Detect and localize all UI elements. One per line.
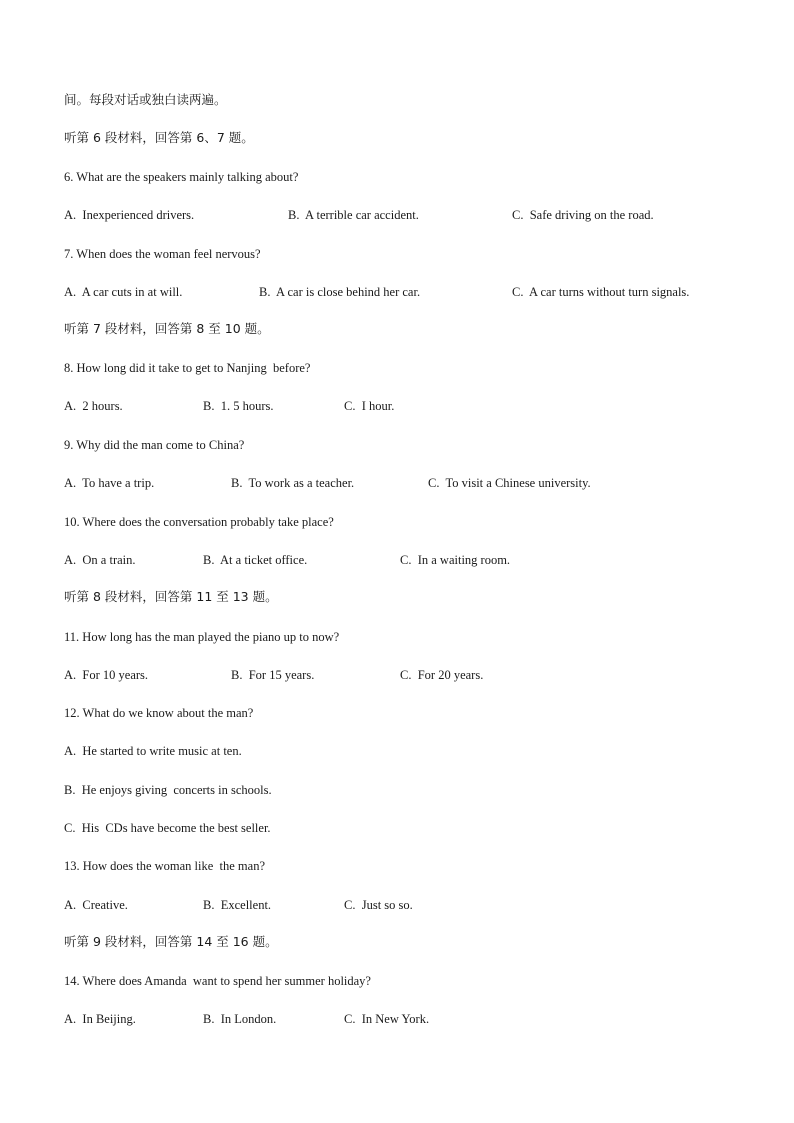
question-11: 11. How long has the man played the piano up to now? bbox=[64, 630, 340, 644]
q9-option-b: B. To work as a teacher. bbox=[231, 476, 355, 490]
q6-option-c: C. Safe driving on the road. bbox=[512, 208, 654, 222]
question-12: 12. What do we know about the man? bbox=[64, 706, 254, 720]
q9-option-a: A. To have a trip. bbox=[64, 476, 155, 490]
question-7: 7. When does the woman feel nervous? bbox=[64, 247, 261, 261]
q13-option-a: A. Creative. bbox=[64, 898, 128, 912]
q10-option-c: C. In a waiting room. bbox=[400, 553, 511, 567]
q11-option-a: A. For 10 years. bbox=[64, 668, 149, 682]
question-13: 13. How does the woman like the man? bbox=[64, 859, 265, 873]
question-6: 6. What are the speakers mainly talking about? bbox=[64, 170, 299, 184]
q8-option-a: A. 2 hours. bbox=[64, 399, 123, 413]
question-14: 14. Where does Amanda want to spend her summer holiday? bbox=[64, 974, 371, 988]
q8-option-c: C. I hour. bbox=[344, 399, 395, 413]
q7-option-c: C. A car turns without turn signals. bbox=[512, 285, 690, 299]
q12-option-c: C. His CDs have become the best seller. bbox=[64, 821, 271, 835]
question-9: 9. Why did the man come to China? bbox=[64, 438, 245, 452]
q7-option-b: B. A car is close behind her car. bbox=[259, 285, 421, 299]
q13-option-b: B. Excellent. bbox=[203, 898, 272, 912]
question-10: 10. Where does the conversation probably take place? bbox=[64, 515, 334, 529]
q12-option-a: A. He started to write music at ten. bbox=[64, 744, 242, 758]
section-heading-7: 听第 7 段材料，回答第 8 至 10 题。 bbox=[64, 321, 270, 336]
q10-option-b: B. At a ticket office. bbox=[203, 553, 308, 567]
q6-option-a: A. Inexperienced drivers. bbox=[64, 208, 195, 222]
section-heading-8: 听第 8 段材料，回答第 11 至 13 题。 bbox=[64, 589, 278, 604]
section-heading-6: 听第 6 段材料，回答第 6、7 题。 bbox=[64, 130, 254, 145]
q14-option-b: B. In London. bbox=[203, 1012, 277, 1026]
q11-option-b: B. For 15 years. bbox=[231, 668, 315, 682]
q9-option-c: C. To visit a Chinese university. bbox=[428, 476, 591, 490]
q6-option-b: B. A terrible car accident. bbox=[288, 208, 419, 222]
instruction-line: 间。每段对话或独白读两遍。 bbox=[64, 92, 227, 107]
section-heading-9: 听第 9 段材料，回答第 14 至 16 题。 bbox=[64, 934, 278, 949]
q13-option-c: C. Just so so. bbox=[344, 898, 413, 912]
q10-option-a: A. On a train. bbox=[64, 553, 136, 567]
q11-option-c: C. For 20 years. bbox=[400, 668, 484, 682]
q7-option-a: A. A car cuts in at will. bbox=[64, 285, 183, 299]
q14-option-a: A. In Beijing. bbox=[64, 1012, 136, 1026]
q14-option-c: C. In New York. bbox=[344, 1012, 430, 1026]
q12-option-b: B. He enjoys giving concerts in schools. bbox=[64, 783, 272, 797]
question-8: 8. How long did it take to get to Nanjing before? bbox=[64, 361, 311, 375]
q8-option-b: B. 1. 5 hours. bbox=[203, 399, 274, 413]
